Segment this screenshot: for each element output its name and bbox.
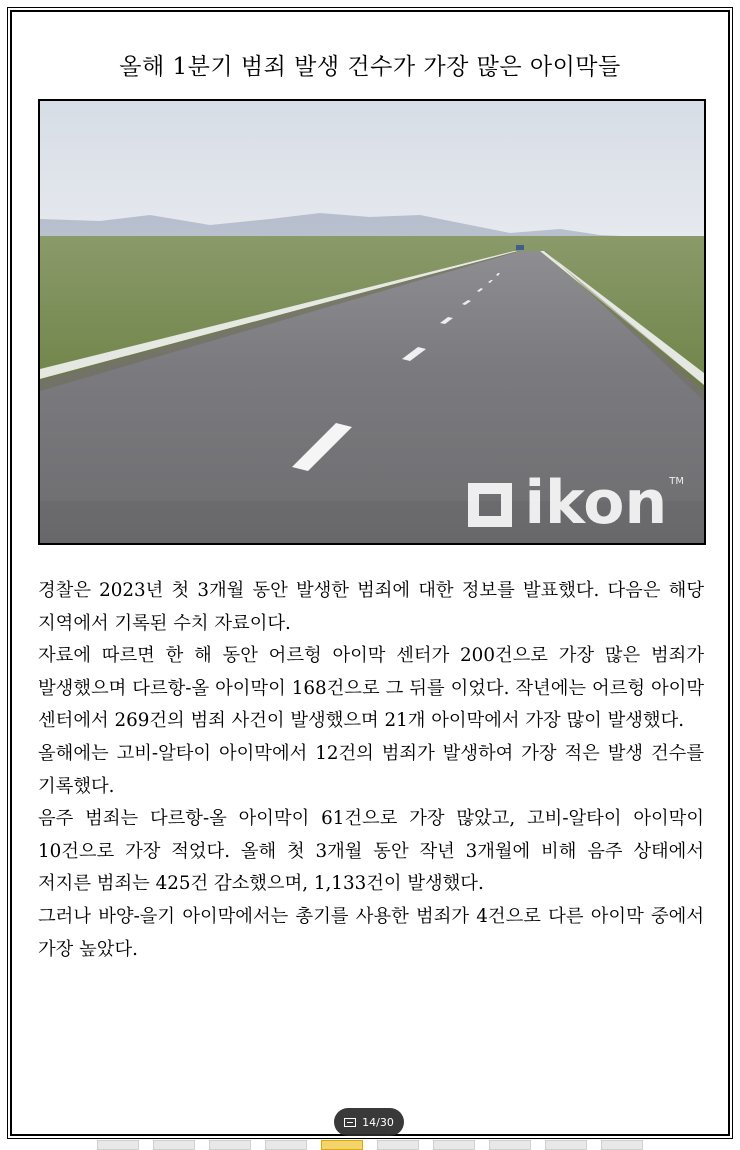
page-thumbnail[interactable] [377, 1140, 419, 1150]
page-thumbnail[interactable] [545, 1140, 587, 1150]
page-thumbnail[interactable] [601, 1140, 643, 1150]
page-title: 올해 1분기 범죄 발생 건수가 가장 많은 아이막들 [119, 54, 621, 80]
slides-icon [344, 1118, 356, 1127]
article-body [38, 575, 704, 966]
page-thumbnail[interactable] [209, 1140, 251, 1150]
paragraph: 경찰은 2023년 첫 3개월 동안 발생한 범죄에 대한 정보를 발표했다. 다음은 해당 지역에서 기록된 수치 자료이다. [38, 580, 704, 634]
page-thumbnail-active[interactable] [321, 1140, 363, 1150]
watermark-text: ikon [524, 468, 668, 538]
paragraph: 자료에 따르면 한 해 동안 어르헝 아이막 센터가 200건으로 가장 많은 범죄가 발생했으며 다르항-올 아이막이 168건으로 그 뒤를 이었다. 작년에는 어르헝 아이막 센터에서 269건의 범죄 사건이 발생했으며 21개 아이막에서 가장 많이 발생했다. [38, 645, 704, 732]
page-thumbnail[interactable] [489, 1140, 531, 1150]
page-thumbnail[interactable] [97, 1140, 139, 1150]
paragraph: 음주 범죄는 다르항-올 아이막이 61건으로 가장 많았고, 고비-알타이 아이막이 10건으로 가장 적었다. 올해 첫 3개월 동안 작년 3개월에 비해 음주 상태에서 저지른 범죄는 425건 감소했으며, 1,133건이 발생했다. [38, 808, 704, 895]
page-indicator[interactable] [334, 1108, 404, 1136]
page-thumbnail[interactable] [433, 1140, 475, 1150]
watermark-tm: TM [669, 476, 684, 487]
page-thumbnail[interactable] [153, 1140, 195, 1150]
page-thumbnail[interactable] [265, 1140, 307, 1150]
paragraph: 올해에는 고비-알타이 아이막에서 12건의 범죄가 발생하여 가장 적은 발생 건수를 기록했다. [38, 742, 704, 797]
ikon-square-icon [468, 483, 512, 527]
document-page [10, 10, 730, 1136]
paragraph: 그러나 바양-을기 아이막에서는 총기를 사용한 범죄가 4건으로 다른 아이막 중에서 가장 높았다. [38, 905, 704, 960]
page-number: 14/30 [362, 1115, 394, 1129]
road-photo [38, 99, 706, 545]
thumbnail-strip [0, 1140, 740, 1150]
ikon-watermark-logo [468, 468, 684, 538]
